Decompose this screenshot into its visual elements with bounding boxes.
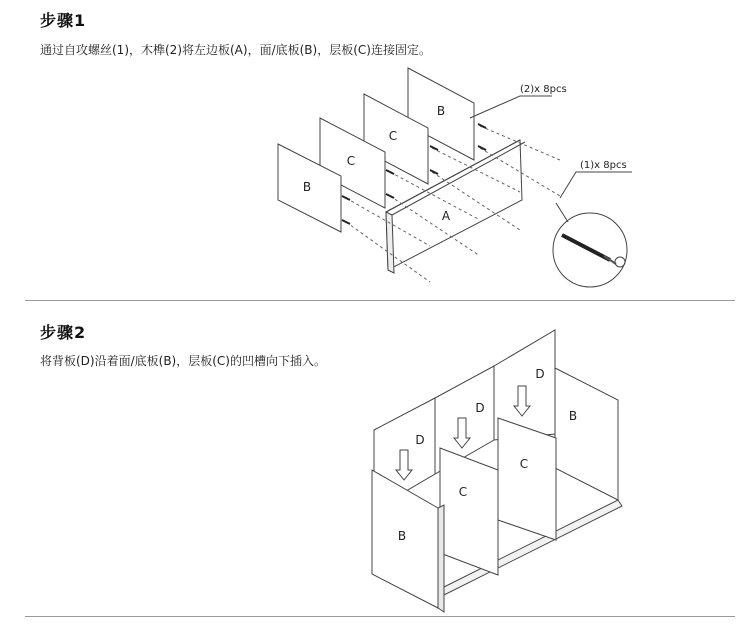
step1-description: 通过自攻螺丝(1)，木榫(2)将左边板(A)，面/底板(B)，层板(C)连接固定。 bbox=[40, 43, 431, 57]
step2-title: 步骤2 bbox=[40, 323, 87, 342]
panel-b-right bbox=[555, 368, 618, 500]
label-c-middle: C bbox=[458, 485, 468, 499]
step1-diagram bbox=[0, 0, 750, 300]
section-divider-bottom bbox=[25, 616, 735, 617]
label-b-left: B bbox=[302, 180, 312, 194]
step2-description: 将背板(D)沿着面/底板(B)，层板(C)的凹槽向下插入。 bbox=[40, 354, 326, 368]
label-b-top: B bbox=[436, 104, 446, 118]
step1-title: 步骤1 bbox=[40, 11, 87, 30]
label-d-3: D bbox=[535, 367, 545, 381]
label-b-front: B bbox=[397, 529, 407, 543]
label-b-right: B bbox=[568, 409, 578, 423]
label-c-middle: C bbox=[388, 129, 398, 143]
screw-detail-icon bbox=[553, 213, 627, 287]
label-c-left: C bbox=[346, 154, 356, 168]
panel-c-right bbox=[498, 418, 556, 540]
label-c-right: C bbox=[519, 457, 529, 471]
screw-count-label: (1)x 8pcs bbox=[580, 160, 627, 171]
label-d-2: D bbox=[475, 401, 485, 415]
step2-diagram bbox=[0, 300, 750, 620]
dowel-count-label: (2)x 8pcs bbox=[520, 84, 567, 95]
panel-c-middle bbox=[440, 448, 498, 575]
label-a: A bbox=[441, 209, 451, 223]
label-d-1: D bbox=[415, 433, 425, 447]
